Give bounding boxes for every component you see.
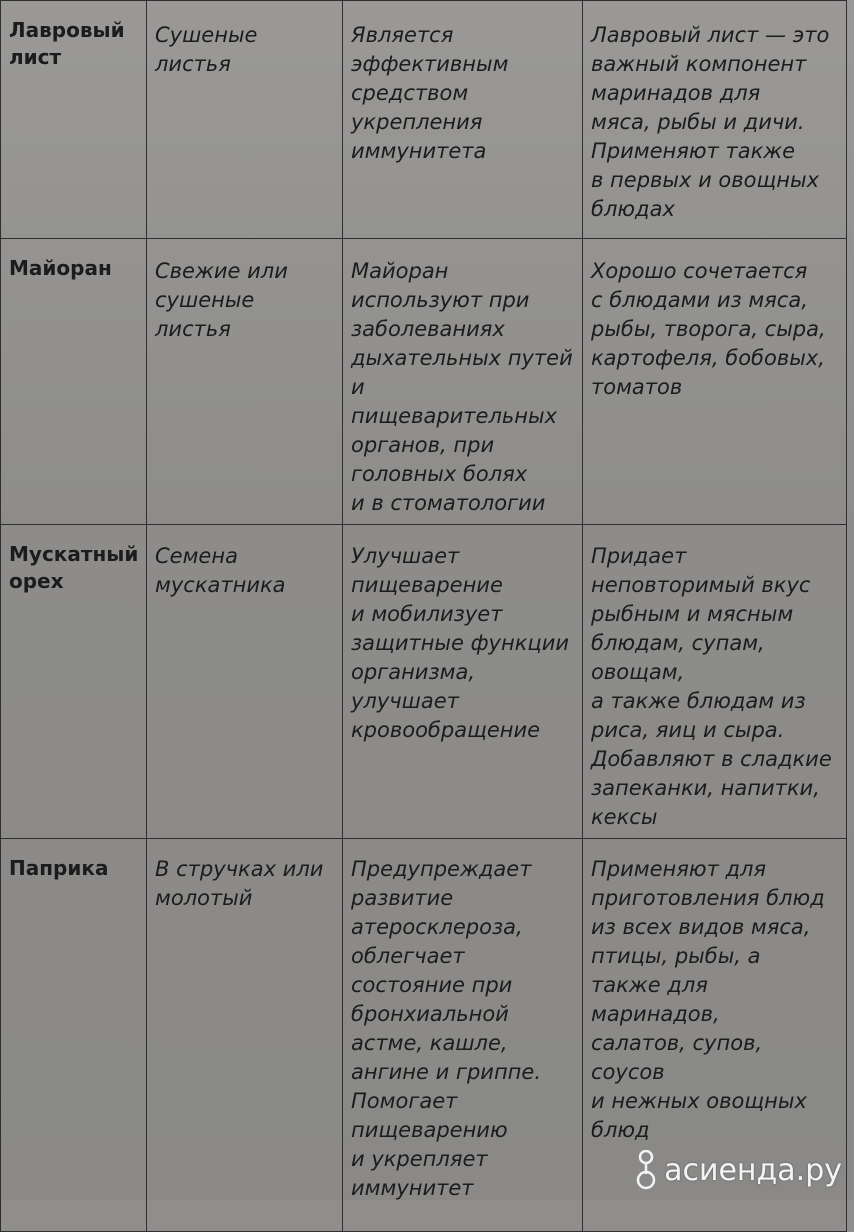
spice-form-cell: Сушеные листья [147, 1, 343, 239]
spice-benefit-cell: Улучшает пищеварение и мобилизует защитные функции организма, улучшает кровообращение [343, 525, 583, 839]
spice-form-cell: В стручках или молотый [147, 839, 343, 1232]
spice-benefit-cell: Является эффективным средством укрепления иммунитета [343, 1, 583, 239]
table-row-mayoran [1, 239, 847, 525]
site-watermark [634, 1150, 842, 1190]
spice-name-cell: Мускатный орех [1, 525, 147, 839]
spice-form-cell: Семена мускатника [147, 525, 343, 839]
spice-name-cell: Лавровый лист [1, 1, 147, 239]
spice-benefit-cell: Предупреждает развитие атеросклероза, облегчает состояние при бронхиальной астме, кашле, ангине и гриппе. Помогает пищеварению и укрепляет иммунитет [343, 839, 583, 1232]
spice-form-cell: Свежие или сушеные листья [147, 239, 343, 525]
spice-usage-cell: Придает неповторимый вкус рыбным и мясным блюдам, супам, овощам, а также блюдам из риса, яиц и сыра. Добавляют в сладкие запеканки, напитки, кексы [583, 525, 847, 839]
spice-usage-cell: Применяют для приготовления блюд из всех видов мяса, птицы, рыбы, а также для маринадов, салатов, супов, соусов и нежных овощных блюд [583, 839, 847, 1232]
spice-benefit-cell: Майоран используют при заболеваниях дыхательных путей и пищеварительных органов, при головных болях и в стоматологии [343, 239, 583, 525]
watermark-text: асиенда.ру [664, 1152, 842, 1188]
table-row-lavrovy-list [1, 1, 847, 239]
spice-jar-logo-icon [634, 1150, 658, 1190]
spice-usage-cell: Хорошо сочетается с блюдами из мяса, рыбы, творога, сыра, картофеля, бобовых, томатов [583, 239, 847, 525]
table-row-muskatny-orekh [1, 525, 847, 839]
spice-name-cell: Майоран [1, 239, 147, 525]
spice-name-cell: Паприка [1, 839, 147, 1232]
spice-usage-cell: Лавровый лист — это важный компонент маринадов для мяса, рыбы и дичи. Применяют также в первых и овощных блюдах [583, 1, 847, 239]
